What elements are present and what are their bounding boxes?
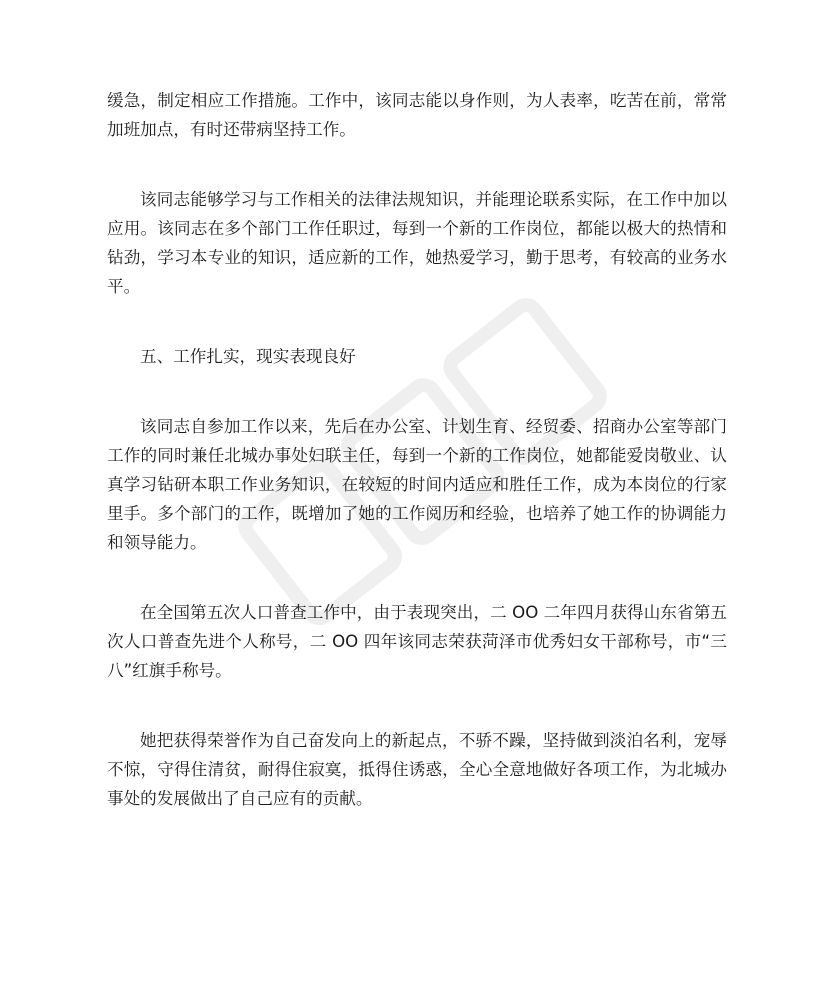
document-body (107, 86, 727, 854)
paragraph-legal-knowledge: 该同志能够学习与工作相关的法律法规知识，并能理论联系实际，在工作中加以应用。该同志在多个部门工作任职过，每到一个新的工作岗位，都能以极大的热情和钻劲，学习本专业的知识，适应新的工作，她热爱学习，勤于思考，有较高的业务水平。 (107, 190, 727, 296)
section-heading-five: 五、工作扎实，现实表现良好 (140, 347, 356, 366)
paragraph-work-history: 该同志自参加工作以来，先后在办公室、计划生育、经贸委、招商办公室等部门工作的同时兼任北城办事处妇联主任，每到一个新的工作岗位，她都能爱岗敬业、认真学习钻研本职工作业务知识，在较短的时间内适应和胜任工作，成为本岗位的行家里手。多个部门的工作，既增加了她的工作阅历和经验，也培养了她工作的协调能力和领导能力。 (107, 417, 727, 552)
paragraph-conclusion: 她把获得荣誉作为自己奋发向上的新起点，不骄不躁，坚持做到淡泊名利，宠辱不惊，守得住清贫，耐得住寂寞，抵得住诱惑，全心全意地做好各项工作，为北城办事处的发展做出了自己应有的贡献。 (107, 731, 727, 808)
paragraph-honors: 在全国第五次人口普查工作中，由于表现突出，二 OO 二年四月获得山东省第五次人口普查先进个人称号，二 OO 四年该同志荣获菏泽市优秀妇女干部称号，市“三八”红旗手称号。 (107, 603, 727, 680)
paragraph-continuation: 缓急，制定相应工作措施。工作中，该同志能以身作则，为人表率，吃苦在前，常常加班加点，有时还带病坚持工作。 (107, 91, 727, 139)
